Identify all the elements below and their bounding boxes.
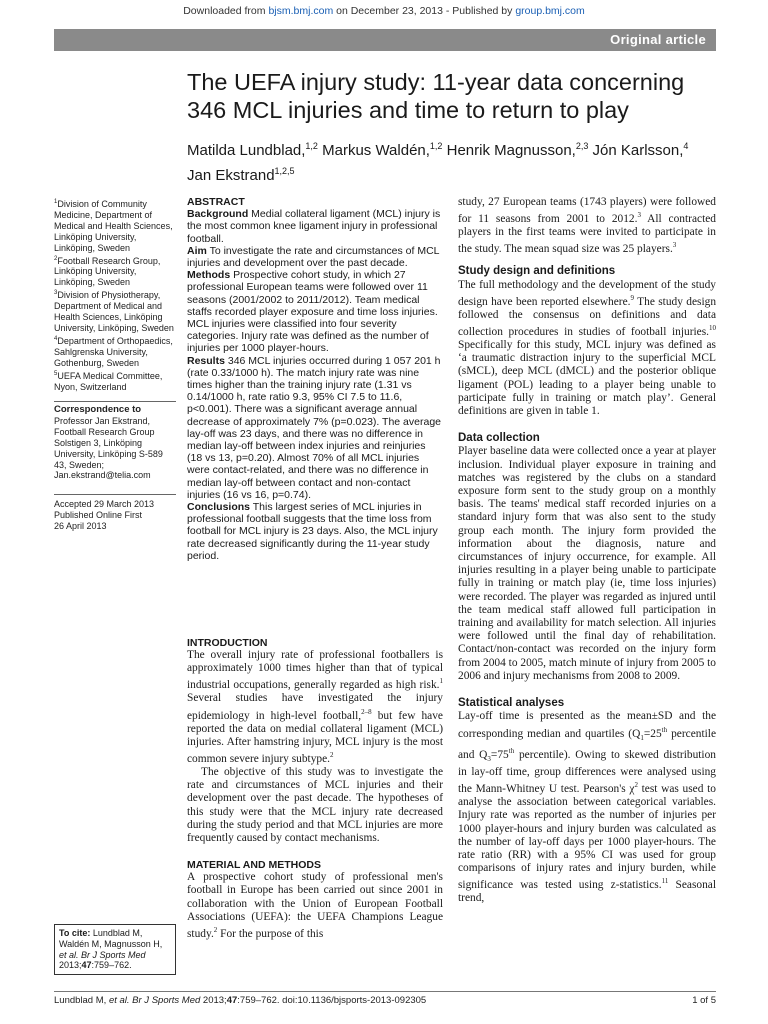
author-list xyxy=(187,136,717,186)
study-design-heading: Study design and definitions xyxy=(458,265,616,278)
cite-box: To cite: Lundblad M, Waldén M, Magnusson H, et al. Br J Sports Med 2013;47:759–762. xyxy=(54,924,176,975)
paragraph: The full methodology and the development of the study design have been reported elsewhere.$^9$ The study design followed the consensus on definitions and data collection procedures in studies of football injuries.$^{10}$ Specifically for this study, MCL injury was defined as ‘a traumatic distraction injury to the superficial MCL (sMCL), deep MCL (dMCL) and the posterior oblique ligament (POL) leading to a player being unable to participate fully in training or match play’. General definitions are given in table 1. xyxy=(458,278,717,418)
article-title: The UEFA injury study: 11-year data concerning 346 MCL injuries and time to return to play xyxy=(187,69,685,123)
section-label: Original article xyxy=(610,32,706,47)
affiliation: $^2$Football Research Group, Linköping University, Linköping, Sweden xyxy=(54,255,161,288)
abstract-results: Results 346 MCL injuries occurred during 1 057 201 h (rate 0.33/1000 h). The match injury rate was nine times higher than the training injury rate (1.31 vs 0.14/1000 h, rate ratio 9.3, 95% CI 7.5 to 11.6, p<0.001). There was a significant average annual decrease of approximately 7% (p=0.023). The average lay-off was 23 days, and there was no difference in median lay-off between index injuries and reinjuries (18 vs 13, p=0.20). Almost 70% of all MCL injuries were contact-related, and there was no difference in median lay-off between contact and non-contact injuries (16 vs 16, p=0.74). xyxy=(187,354,441,501)
affiliation: $^5$UEFA Medical Committee, Nyon, Switzerland xyxy=(54,370,163,392)
footer-divider xyxy=(54,991,716,992)
paragraph: A prospective cohort study of professional men's football in Europe has been carried out since 2001 in collaboration with the Union of European Football Associations (UEFA): the UEFA Champions League study.$^2$ For the purpose of this xyxy=(187,871,443,940)
page-number: 1 of 5 xyxy=(692,995,716,1006)
group-link[interactable]: group.bmj.com xyxy=(515,5,585,17)
accepted-date: Accepted 29 March 2013 xyxy=(54,499,155,509)
introduction-section xyxy=(187,637,443,941)
author: Henrik Magnusson,$^{2,3}$ xyxy=(446,141,589,159)
section-bar xyxy=(54,29,716,51)
methods-heading: MATERIAL AND METHODS xyxy=(187,859,321,872)
paragraph: Lay-off time is presented as the mean±SD and the corresponding median and quartiles ($Q_1=25th$ percentile and $Q_3=75th$ percentile). Owing to skewed distribution in lay-off time, group differences were analysed using the Mann-Whitney U test. Pearson's $\chi^2$ test was used to analyse the association between categorical variables. Injury rate was reported as the number of injuries per 1000 player-hours and injury burden was calculated as the number of lay-off days per 1000 player-hours. The rate ratio (RR) with a 95% CI was used for group comparisons of injury rates and injury burden, while significance was tested using z-statistics.$^{11}$ Seasonal trend, xyxy=(458,710,716,905)
affiliations xyxy=(54,197,176,392)
introduction-heading: INTRODUCTION xyxy=(187,637,268,649)
abstract-methods: Methods Prospective cohort study, in which 27 professional European teams were followed over 11 seasons (2001/2002 to 2011/2012). Team medical staffs recorded player exposure and time loss injuries. MCL injuries were classified into four severity categories. Injury rate was defined as the number of injuries per 1000 player-hours. xyxy=(187,269,438,355)
abstract-aim: Aim To investigate the rate and circumstances of MCL injuries and development over the past decade. xyxy=(187,244,440,270)
data-collection-heading: Data collection xyxy=(458,432,540,445)
affiliation: $^1$Division of Community Medicine, Department of Medical and Health Sciences, Linköping University, Linköping, Sweden xyxy=(54,199,173,253)
abstract-background: Background Medial collateral ligament (MCL) injury is the most common knee ligament injury in professional football. xyxy=(187,208,441,245)
affiliation: $^4$Department of Orthopaedics, Sahlgrenska University, Gothenburg, Sweden xyxy=(54,335,173,368)
author: Jón Karlsson,$^4$ xyxy=(592,141,689,159)
paragraph: The objective of this study was to investigate the rate and circumstances of MCL injuries and their development over the past decade. The hypotheses of this study were that the MCL injury rate decreased during the study period and that MCL injuries are more frequently caused by contact mechanisms. xyxy=(187,766,443,845)
correspondence xyxy=(54,405,176,481)
sidebar-divider xyxy=(54,401,176,402)
paragraph: study, 27 European teams (1743 players) were followed for 11 seasons from 2001 to 2012.$^3$ All contracted players in the first teams were invited to participate in the study. The mean squad size was 25 players.$^3$ xyxy=(458,196,716,256)
sidebar-divider xyxy=(54,494,176,495)
correspondence-heading: Correspondence to xyxy=(54,404,142,415)
author: Jan Ekstrand$^{1,2,5}$ xyxy=(187,166,295,184)
affiliation: $^3$Division of Physiotherapy, Department of Medical and Health Sciences, Linköping University, Linköping, Sweden xyxy=(54,290,174,333)
published-date: 26 April 2013 xyxy=(54,520,107,531)
correspondence-text: Professor Jan Ekstrand, Football Research Group Solstigen 3, Linköping University, Linköping S-589 43, Sweden; Jan.ekstrand@telia.com xyxy=(54,415,163,481)
statistical-analyses-heading: Statistical analyses xyxy=(458,697,565,710)
published-label: Published Online First xyxy=(54,509,143,520)
right-column xyxy=(458,196,716,906)
abstract-heading: ABSTRACT xyxy=(187,196,245,208)
download-middle: on December 23, 2013 - Published by xyxy=(333,5,516,17)
introduction-body xyxy=(187,649,443,845)
site-link[interactable]: bjsm.bmj.com xyxy=(268,5,334,17)
article-dates xyxy=(54,499,176,532)
download-prefix: Downloaded from xyxy=(183,5,269,17)
paragraph: Player baseline data were collected once a year at player inclusion. Individual player exposure in training and matches was registered by the clubs on a standard exposure form sent to the study group on a monthly basis. The teams' medical staff recorded injuries on a standard injury form that was also sent to the study group each month. The injury form provided the information about the diagnosis, nature and circumstances of injury occurrence, for example. All injuries resulting in a player being unable to participate fully in training or match play (ie, time loss injuries) were recorded. The player was regarded as injured until the team medical staff allowed full participation in training and availability for match selection. All injuries were followed until the final day of rehabilitation. Contact/non-contact was recorded on the injury form from 2004 to 2005, match minute of injury from 2005 to 2006 and injury mechanisms from 2008 to 2009. xyxy=(458,445,716,682)
author: Markus Waldén,$^{1,2}$ xyxy=(322,141,443,159)
paragraph: The overall injury rate of professional footballers is approximately 1000 times higher than that of typical industrial occupations, generally regarded as high risk.$^1$ Several studies have investigated the injury epidemiology in high-level football,$^{2-8}$ but few have reported the data on medial collateral ligament (MCL) injuries. After hamstring injury, MCL injury is the most common severe injury subtype.$^2$ xyxy=(187,649,443,765)
download-banner xyxy=(0,5,768,17)
author: Matilda Lundblad,$^{1,2}$ xyxy=(187,141,318,159)
cite-label: To cite: xyxy=(59,928,91,938)
footer-citation: Lundblad M, et al. Br J Sports Med 2013;47:759–762. doi:10.1136/bjsports-2013-092305 xyxy=(54,995,427,1006)
methods-body xyxy=(187,871,443,941)
abstract xyxy=(187,196,443,562)
abstract-conclusions: Conclusions This largest series of MCL injuries in professional football suggests that the time loss from football for MCL injury is 23 days. Also, the MCL injury rate decreased significantly during the 11-year study period. xyxy=(187,501,438,562)
